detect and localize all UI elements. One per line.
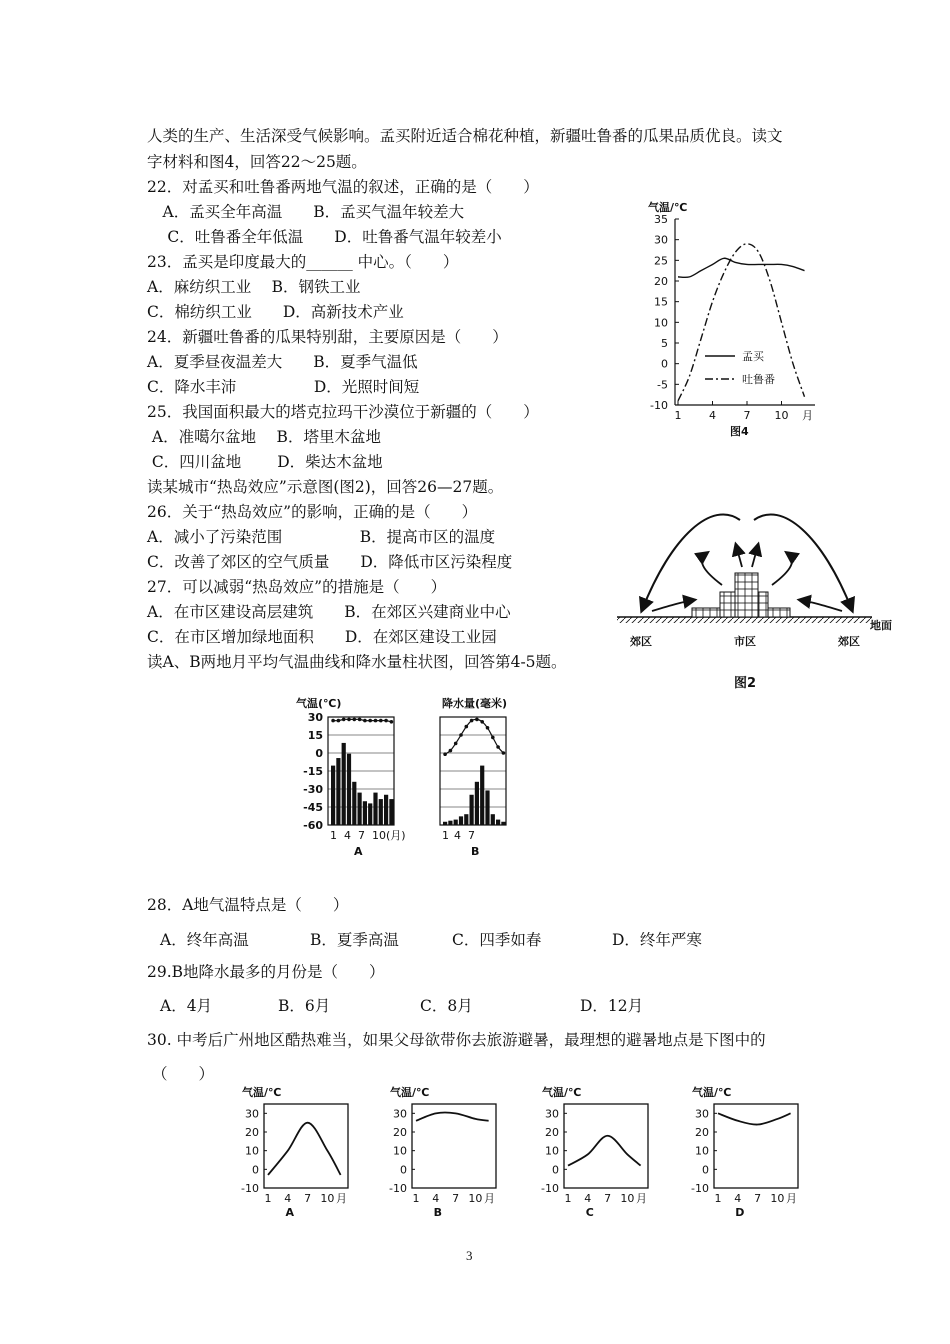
question-27-opts-ab: A．在市区建设高层建筑 B．在郊区兴建商业中心 [147,603,511,621]
temp-point [368,719,372,723]
temp-curve [445,719,503,754]
option: B．夏季高温 [310,931,399,949]
q30-option-label: A [285,1206,295,1219]
x-unit: 月 [336,1192,347,1205]
label-ground: 地面 [870,619,892,632]
x-tick-label: 4 [284,1192,292,1205]
y-tick-label: -10 [541,1182,559,1195]
figure-climate-ab [290,693,530,861]
y-tick-label: 10 [695,1144,709,1158]
y-tick-label: -10 [691,1182,709,1195]
y-tick-label: -15 [303,765,323,778]
y-tick-label: 30 [654,233,668,247]
precip-bar [496,820,500,825]
x-tick-label: 1 [714,1192,722,1205]
text-line: 人类的生产、生活深受气候影响。孟买附近适合棉花种植，新疆吐鲁番的瓜果品质优良。读文 [147,127,783,145]
y-tick-label: -60 [303,819,323,832]
text-line: 读A、B两地月平均气温曲线和降水量柱状图，回答第4-5题。 [147,653,567,671]
y-tick-label: 10 [654,316,668,330]
y-tick-label: 10 [393,1144,407,1158]
temp-point [454,742,458,746]
option: D．终年严寒 [612,931,702,949]
temp-point [342,718,346,722]
temp-point [465,725,469,729]
precip-bar [464,814,468,825]
y-tick-label: 10 [245,1144,259,1158]
text-line: 读某城市“热岛效应”示意图(图2)，回答26—27题。 [147,478,504,496]
question-25: 25．我国面积最大的塔克拉玛干沙漠位于新疆的（ ） [147,403,539,421]
precip-bar [501,822,505,825]
question-26: 26．关于“热岛效应”的影响，正确的是（ ） [147,503,478,521]
precip-bar [448,821,452,825]
temp-point [347,718,351,722]
ab-xtick: 4 [344,829,351,842]
y-tick-label: 20 [393,1126,407,1139]
y-tick-label: 20 [695,1126,709,1139]
ab-xtick: 4 [454,829,461,842]
y-tick-label: -30 [303,783,323,796]
q30-option-label: C [585,1206,594,1219]
temp-point [443,752,447,756]
ab-xtick: 7 [468,829,475,842]
precip-bar [491,814,495,825]
temp-point [363,719,367,723]
question-24: 24．新疆吐鲁番的瓜果特别甜，主要原因是（ ） [147,328,508,346]
q30-chart-c [530,1080,660,1220]
temp-curve [718,1113,791,1124]
y-tick-label: 10 [545,1144,559,1158]
ab-label-b: B [471,845,480,858]
question-24-opts-cd: C．降水丰沛 D．光照时间短 [147,378,420,396]
option: B．6月 [278,997,331,1015]
temp-point [449,749,453,753]
y-tick-label: 0 [552,1163,559,1177]
legend-turpan: 吐鲁番 [742,373,775,386]
question-23-opts-ab: A．麻纺织工业 B．钢铁工业 [147,278,361,296]
temp-curve [416,1113,489,1121]
question-27-opts-cd: C．在市区增加绿地面积 D．在郊区建设工业园 [147,628,497,646]
y-tick-label: 15 [307,729,323,742]
temp-point [496,745,500,749]
temp-point [491,736,495,740]
question-27: 27．可以减弱“热岛效应”的措施是（ ） [147,578,447,596]
ab-xtick: 1 [442,829,449,842]
y-tick-label: 0 [252,1163,259,1177]
y-tick-label: -10 [389,1182,407,1195]
temp-curve [333,719,391,721]
y-tick-label: 5 [661,337,668,350]
question-25-opts-cd: C．四川盆地 D．柴达木盆地 [147,453,383,471]
label-suburb-right: 郊区 [838,635,860,648]
y-tick-label: 30 [695,1107,709,1121]
q30-option-label: B [433,1206,442,1219]
question-30-paren: （ ） [152,1065,215,1083]
x-tick-label: 4 [734,1192,742,1205]
precip-bar [459,816,463,825]
y-tick-label: 30 [393,1107,407,1121]
temp-point [480,720,484,724]
y-tick-label: 15 [654,295,668,309]
y-tick-label: 30 [245,1107,259,1121]
x-unit: 月 [484,1192,495,1205]
q30-ylabel: 气温/℃ [242,1086,282,1099]
x-tick-label: 10 [774,409,789,422]
precip-bar [389,799,393,825]
ab-xtick: 1 [330,829,337,842]
question-26-opts-cd: C．改善了郊区的空气质量 D．降低市区污染程度 [147,553,513,571]
q30-ylabel: 气温/℃ [692,1086,732,1099]
question-22: 22．对孟买和吐鲁番两地气温的叙述，正确的是（ ） [147,178,539,196]
x-unit: 月 [636,1192,647,1205]
ab-label-a: A [354,845,363,858]
precip-bar [368,803,372,825]
q30-option-label: D [735,1206,745,1219]
temp-curve [268,1123,341,1175]
precip-bar [470,795,474,825]
series-line-mumbai [678,258,805,277]
label-suburb-left: 郊区 [630,635,652,648]
temp-point [470,719,474,723]
page-number: 3 [466,1248,473,1263]
y-tick-label: 0 [315,747,323,760]
x-tick-label: 1 [564,1192,572,1205]
precip-bar [358,793,362,825]
q30-ylabel: 气温/℃ [390,1086,430,1099]
precip-bar [480,766,484,825]
y-tick-label: -10 [241,1182,259,1195]
x-tick-label: 4 [709,409,716,422]
temp-curve [568,1136,641,1166]
question-24-opts-ab: A．夏季昼夜温差大 B．夏季气温低 [147,353,418,371]
option: C．四季如春 [452,931,542,949]
question-29: 29.B地降水最多的月份是（ ） [147,963,385,981]
temp-point [486,726,490,730]
ab-xtick: 10(月) [372,829,406,842]
figure-4-chart [630,195,830,445]
precip-bar [352,782,356,825]
x-unit: 月 [802,409,813,422]
precip-bar [379,799,383,825]
question-22-opts-ab: A．孟买全年高温 B．孟买气温年较差大 [147,203,465,221]
fig4-ylabel: 气温/℃ [648,201,688,214]
x-tick-label: 10 [320,1192,335,1205]
y-tick-label: -45 [303,801,323,814]
x-unit: 月 [786,1192,797,1205]
temp-point [337,719,341,723]
question-28: 28．A地气温特点是（ ） [147,896,349,914]
temp-point [502,751,506,755]
precip-bar [454,820,458,825]
precip-bar [336,758,340,825]
question-23-opts-cd: C．棉纺织工业 D．高新技术产业 [147,303,404,321]
y-tick-label: 0 [400,1163,407,1177]
precip-bar [475,782,479,825]
x-tick-label: 1 [412,1192,420,1205]
y-tick-label: 20 [245,1126,259,1139]
q30-chart-d [680,1080,810,1220]
legend-mumbai: 孟买 [742,350,764,363]
temp-point [331,719,335,723]
question-22-opts-cd: C．吐鲁番全年低温 D．吐鲁番气温年较差小 [147,228,502,246]
y-tick-label: 20 [654,275,668,288]
temp-point [358,718,362,722]
x-tick-label: 7 [743,409,751,422]
temp-point [459,733,463,737]
option: C．8月 [420,997,473,1015]
x-tick-label: 1 [264,1192,272,1205]
y-tick-label: 0 [702,1163,709,1177]
question-25-opts-ab: A．准噶尔盆地 B．塔里木盆地 [147,428,381,446]
x-tick-label: 7 [604,1192,612,1205]
q30-chart-b [378,1080,508,1220]
temp-point [475,718,479,722]
question-26-opts-ab: A．减小了污染范围 B．提高市区的温度 [147,528,496,546]
precip-bar [443,822,447,825]
precip-bar [342,743,346,825]
x-tick-label: 7 [452,1192,460,1205]
option: A．4月 [160,997,213,1015]
precip-bar [331,766,335,825]
y-tick-label: 0 [661,357,668,371]
y-tick-label: -5 [657,378,668,392]
y-tick-label: -10 [650,399,668,412]
precip-bar [384,795,388,825]
x-tick-label: 7 [304,1192,312,1205]
precip-bar [373,793,377,825]
x-tick-label: 1 [674,409,682,422]
ab-xtick: 7 [358,829,365,842]
label-city: 市区 [734,635,756,648]
y-tick-label: 30 [307,711,323,724]
y-tick-label: 25 [654,254,668,268]
question-23: 23．孟买是印度最大的______ 中心。（ ） [147,253,459,271]
precip-bar [347,754,351,825]
temp-point [353,718,357,722]
text-line: 字材料和图4，回答22～25题。 [147,153,367,171]
temp-point [379,719,383,723]
precip-bar [485,790,489,825]
x-tick-label: 10 [468,1192,483,1205]
y-tick-label: 30 [545,1107,559,1121]
fig4-caption: 图4 [730,425,749,438]
q30-ylabel: 气温/℃ [542,1086,582,1099]
figure-2-heat-island [612,505,902,700]
question-30: 30. 中考后广州地区酷热难当，如果父母欲带你去旅游避暑，最理想的避暑地点是下图中的 [147,1031,766,1049]
q30-chart-a [230,1080,360,1220]
x-tick-label: 7 [754,1192,762,1205]
x-tick-label: 10 [620,1192,635,1205]
x-tick-label: 10 [770,1192,785,1205]
precip-bar [363,801,367,825]
x-tick-label: 4 [584,1192,592,1205]
temp-point [374,719,378,723]
y-tick-label: 20 [545,1126,559,1139]
temp-point [384,719,388,723]
temp-point [390,720,394,724]
option: D．12月 [580,997,644,1015]
y-tick-label: 35 [654,213,668,226]
fig2-caption: 图2 [734,676,757,691]
x-tick-label: 4 [432,1192,440,1205]
option: A．终年高温 [160,931,249,949]
ab-temp-title: 气温(℃) [296,697,342,710]
ab-precip-title: 降水量(毫米) [442,697,508,710]
